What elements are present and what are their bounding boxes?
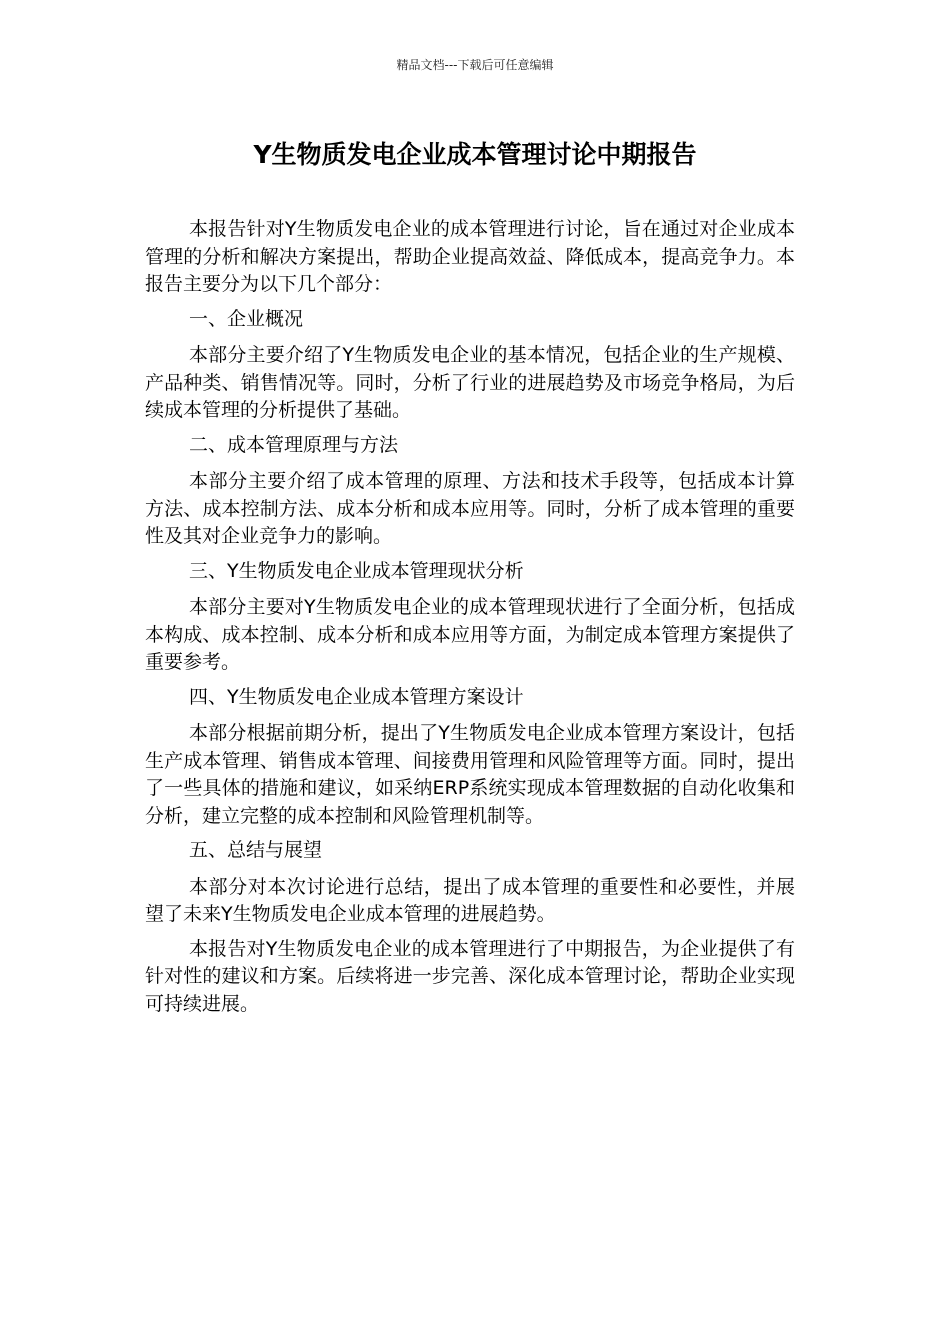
section-heading-summary: 五、总结与展望: [189, 839, 323, 861]
document-title: Y生物质发电企业成本管理讨论中期报告: [253, 140, 697, 169]
section-heading-overview: 一、企业概况: [189, 307, 304, 330]
section-body-status-analysis: 本部分主要对Y生物质发电企业的成本管理现状进行了全面分析，包括成本构成、成本控制、成本分析和成本应用等方面，为制定成本管理方案提供了重要参考。: [145, 596, 795, 673]
section-heading-status-analysis: 三、Y生物质发电企业成本管理现状分析: [189, 559, 524, 582]
page-header: 精品文档---下载后可任意编辑: [396, 58, 554, 72]
section-body-principles: 本部分主要介绍了成本管理的原理、方法和技术手段等，包括成本计算方法、成本控制方法、成本分析和成本应用等。同时，分析了成本管理的重要性及其对企业竞争力的影响。: [145, 470, 795, 547]
section-heading-plan-design: 四、Y生物质发电企业成本管理方案设计: [189, 685, 524, 708]
conclusion-paragraph: 本报告对Y生物质发电企业的成本管理进行了中期报告，为企业提供了有针对性的建议和方案。后续将进一步完善、深化成本管理讨论，帮助企业实现可持续进展。: [145, 937, 795, 1015]
intro-paragraph: 本报告针对Y生物质发电企业的成本管理进行讨论，旨在通过对企业成本管理的分析和解决方案提出，帮助企业提高效益、降低成本，提高竞争力。本报告主要分为以下几个部分：: [145, 218, 795, 295]
section-body-plan-design: 本部分根据前期分析，提出了Y生物质发电企业成本管理方案设计，包括生产成本管理、销售成本管理、间接费用管理和风险管理等方面。同时，提出了一些具体的措施和建议，如采纳ERP系统实现成本管理数据的自动化收集和分析，建立完整的成本控制和风险管理机制等。: [145, 722, 795, 827]
section-body-summary: 本部分对本次讨论进行总结，提出了成本管理的重要性和必要性，并展望了未来Y生物质发电企业成本管理的进展趋势。: [145, 875, 795, 925]
section-body-overview: 本部分主要介绍了Y生物质发电企业的基本情况，包括企业的生产规模、产品种类、销售情况等。同时，分析了行业的进展趋势及市场竞争格局，为后续成本管理的分析提供了基础。: [145, 344, 795, 421]
section-heading-principles: 二、成本管理原理与方法: [189, 433, 399, 456]
document-body: [145, 216, 795, 1025]
